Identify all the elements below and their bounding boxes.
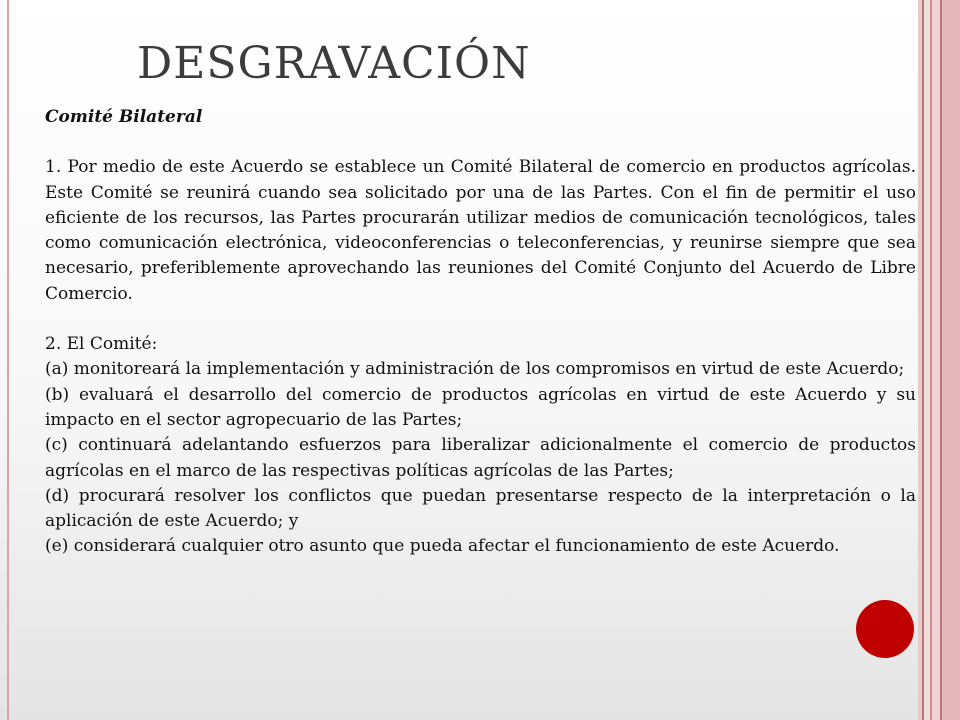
- section-heading: Comité Bilateral: [45, 107, 203, 127]
- committee-intro: 2. El Comité:: [45, 334, 158, 355]
- left-border-line: [7, 0, 9, 720]
- slide-body: [45, 105, 916, 560]
- list-item-e: (e) considerará cualquier otro asunto que pueda afectar el funcionamiento de este Acuerdo.: [45, 536, 840, 557]
- paragraph-1: 1. Por medio de este Acuerdo se establece un Comité Bilateral de comercio en productos agrícolas. Este Comité se reunirá cuando sea solicitado por una de las Partes. Con el fin de permitir el uso eficiente de los recursos, las Partes procurarán utilizar medios de comunicación tecnológicos, tales como comunicación electrónica, videoconferencias o teleconferencias, y reunirse siempre que sea necesario, preferiblemente aprovechando las reuniones del Comité Conjunto del Acuerdo de Libre Comercio.: [45, 157, 916, 304]
- list-item-a: (a) monitoreará la implementación y administración de los compromisos en virtud de este Acuerdo;: [45, 359, 905, 380]
- spacer: [45, 130, 916, 155]
- right-decorative-bars: [918, 0, 960, 720]
- spacer: [45, 307, 916, 332]
- slide-title: DESGRAVACIÓN: [137, 38, 531, 89]
- list-item-b: (b) evaluará el desarrollo del comercio de productos agrícolas en virtud de este Acuerdo y su impacto en el sector agropecuario de las Partes;: [45, 384, 916, 430]
- list-item-c: (c) continuará adelantando esfuerzos para liberalizar adicionalmente el comercio de productos agrícolas en el marco de las respectivas políticas agrícolas de las Partes;: [45, 435, 916, 481]
- red-circle-decoration: [856, 600, 914, 658]
- list-item-d: (d) procurará resolver los conflictos que puedan presentarse respecto de la interpretación o la aplicación de este Acuerdo; y: [45, 485, 916, 532]
